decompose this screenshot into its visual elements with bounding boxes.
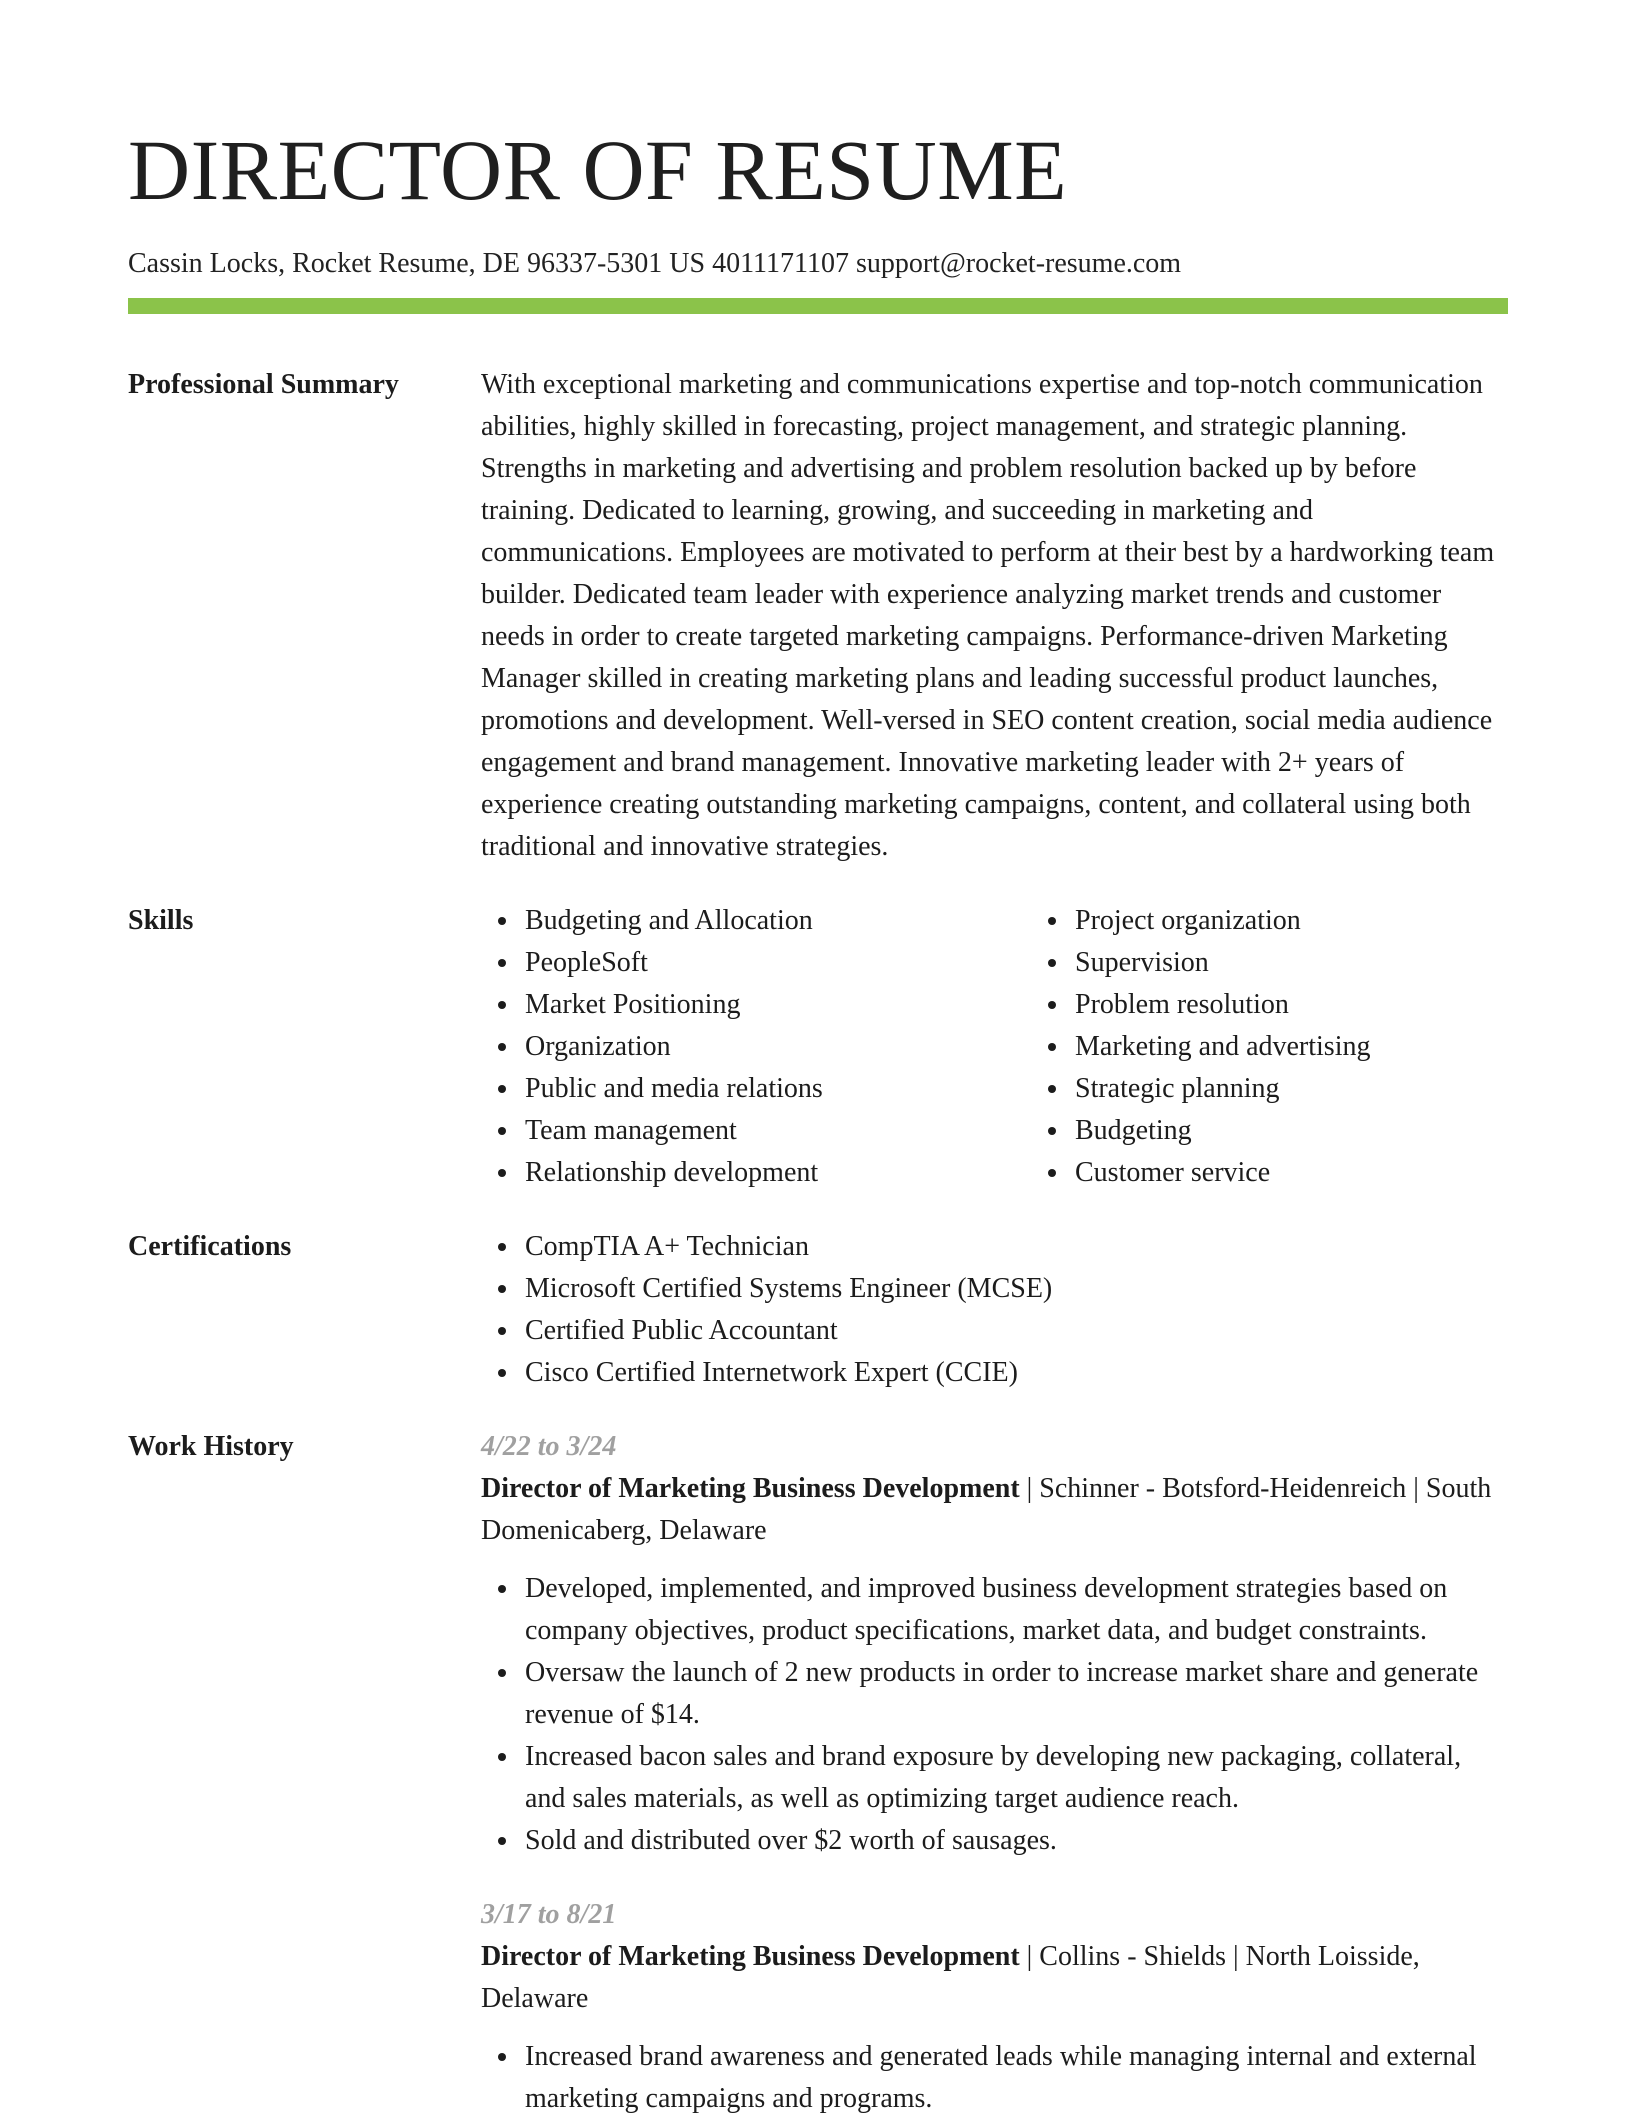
skill-item: Relationship development [525, 1152, 1031, 1194]
job-bullets [481, 2036, 1508, 2120]
skills-list-right [1031, 900, 1508, 1194]
job-company-location: | Schinner - Botsford-Heidenreich | South Domenicaberg, Delaware [481, 1473, 1492, 1546]
section-work-history [128, 1426, 1508, 2120]
skill-item: Project organization [1075, 900, 1508, 942]
resume-page [128, 0, 1508, 2120]
resume-name: DIRECTOR OF RESUME [128, 122, 1068, 218]
header-divider [128, 298, 1508, 314]
skill-item: Budgeting and Allocation [525, 900, 1031, 942]
job-title: Director of Marketing Business Development [481, 1941, 1020, 1972]
section-skills [128, 900, 1508, 1194]
skill-item: Strategic planning [1075, 1068, 1508, 1110]
skill-item: Problem resolution [1075, 984, 1508, 1026]
job-bullet: Sold and distributed over $2 worth of sausages. [525, 1820, 1508, 1862]
skill-item: Customer service [1075, 1152, 1508, 1194]
certification-item: Certified Public Accountant [525, 1310, 1508, 1352]
job-heading [481, 1468, 1508, 1552]
job-bullet: Increased bacon sales and brand exposure by developing new packaging, collateral, and sales materials, as well as optimizing target audience reach. [525, 1736, 1508, 1820]
job-entry [481, 1426, 1508, 1862]
job-company-location: | Collins - Shields | North Loisside, Delaware [481, 1941, 1420, 2014]
certification-item: Microsoft Certified Systems Engineer (MCSE) [525, 1268, 1508, 1310]
certification-item: CompTIA A+ Technician [525, 1226, 1508, 1268]
contact-phone: 4011171107 [712, 248, 849, 279]
section-title: Skills [128, 905, 194, 936]
skill-item: Supervision [1075, 942, 1508, 984]
skill-item: Organization [525, 1026, 1031, 1068]
skill-item: Market Positioning [525, 984, 1031, 1026]
certification-item: Cisco Certified Internetwork Expert (CCIE) [525, 1352, 1508, 1394]
skill-item: Team management [525, 1110, 1031, 1152]
section-title: Certifications [128, 1231, 292, 1262]
summary-text: With exceptional marketing and communications expertise and top-notch communication abilities, highly skilled in forecasting, project management, and strategic planning. Strengths in marketing and advertising and problem resolution backed up by before training. Dedicated to learning, growing, and succeeding in marketing and communications. Employees are motivated to perform at their best by a hardworking team builder. Dedicated team leader with experience analyzing market trends and customer needs in order to create targeted marketing campaigns. Performance-driven Marketing Manager skilled in creating marketing plans and leading successful product launches, promotions and development. Well-versed in SEO content creation, social media audience engagement and brand management. Innovative marketing leader with 2+ years of experience creating outstanding marketing campaigns, content, and collateral using both traditional and innovative strategies. [481, 369, 1495, 862]
skills-list-left [481, 900, 1031, 1194]
work-history-body [481, 1426, 1508, 2120]
section-title: Work History [128, 1431, 294, 1462]
certifications-body [481, 1226, 1508, 1394]
skill-item: Marketing and advertising [1075, 1026, 1508, 1068]
skill-item: Budgeting [1075, 1110, 1508, 1152]
section-professional-summary [128, 364, 1508, 868]
job-bullet: Developed, implemented, and improved business development strategies based on company objectives, product specifications, market data, and budget constraints. [525, 1568, 1508, 1652]
job-bullet: Oversaw the launch of 2 new products in order to increase market share and generate revenue of $14. [525, 1652, 1508, 1736]
job-heading [481, 1936, 1508, 2020]
section-certifications [128, 1226, 1508, 1394]
contact-address: Cassin Locks, Rocket Resume, DE 96337-5301 US [128, 248, 706, 279]
job-dates: 4/22 to 3/24 [481, 1431, 617, 1462]
skill-item: PeopleSoft [525, 942, 1031, 984]
job-bullets [481, 1568, 1508, 1862]
job-bullet: Increased brand awareness and generated leads while managing internal and external marketing campaigns and programs. [525, 2036, 1508, 2120]
job-dates: 3/17 to 8/21 [481, 1899, 617, 1930]
contact-line [128, 246, 1508, 282]
certifications-list [481, 1226, 1508, 1394]
skills-grid [481, 900, 1508, 1194]
skill-item: Public and media relations [525, 1068, 1031, 1110]
section-title: Professional Summary [128, 369, 399, 400]
contact-email: support@rocket-resume.com [855, 248, 1182, 279]
job-title: Director of Marketing Business Development [481, 1473, 1020, 1504]
job-entry [481, 1894, 1508, 2120]
